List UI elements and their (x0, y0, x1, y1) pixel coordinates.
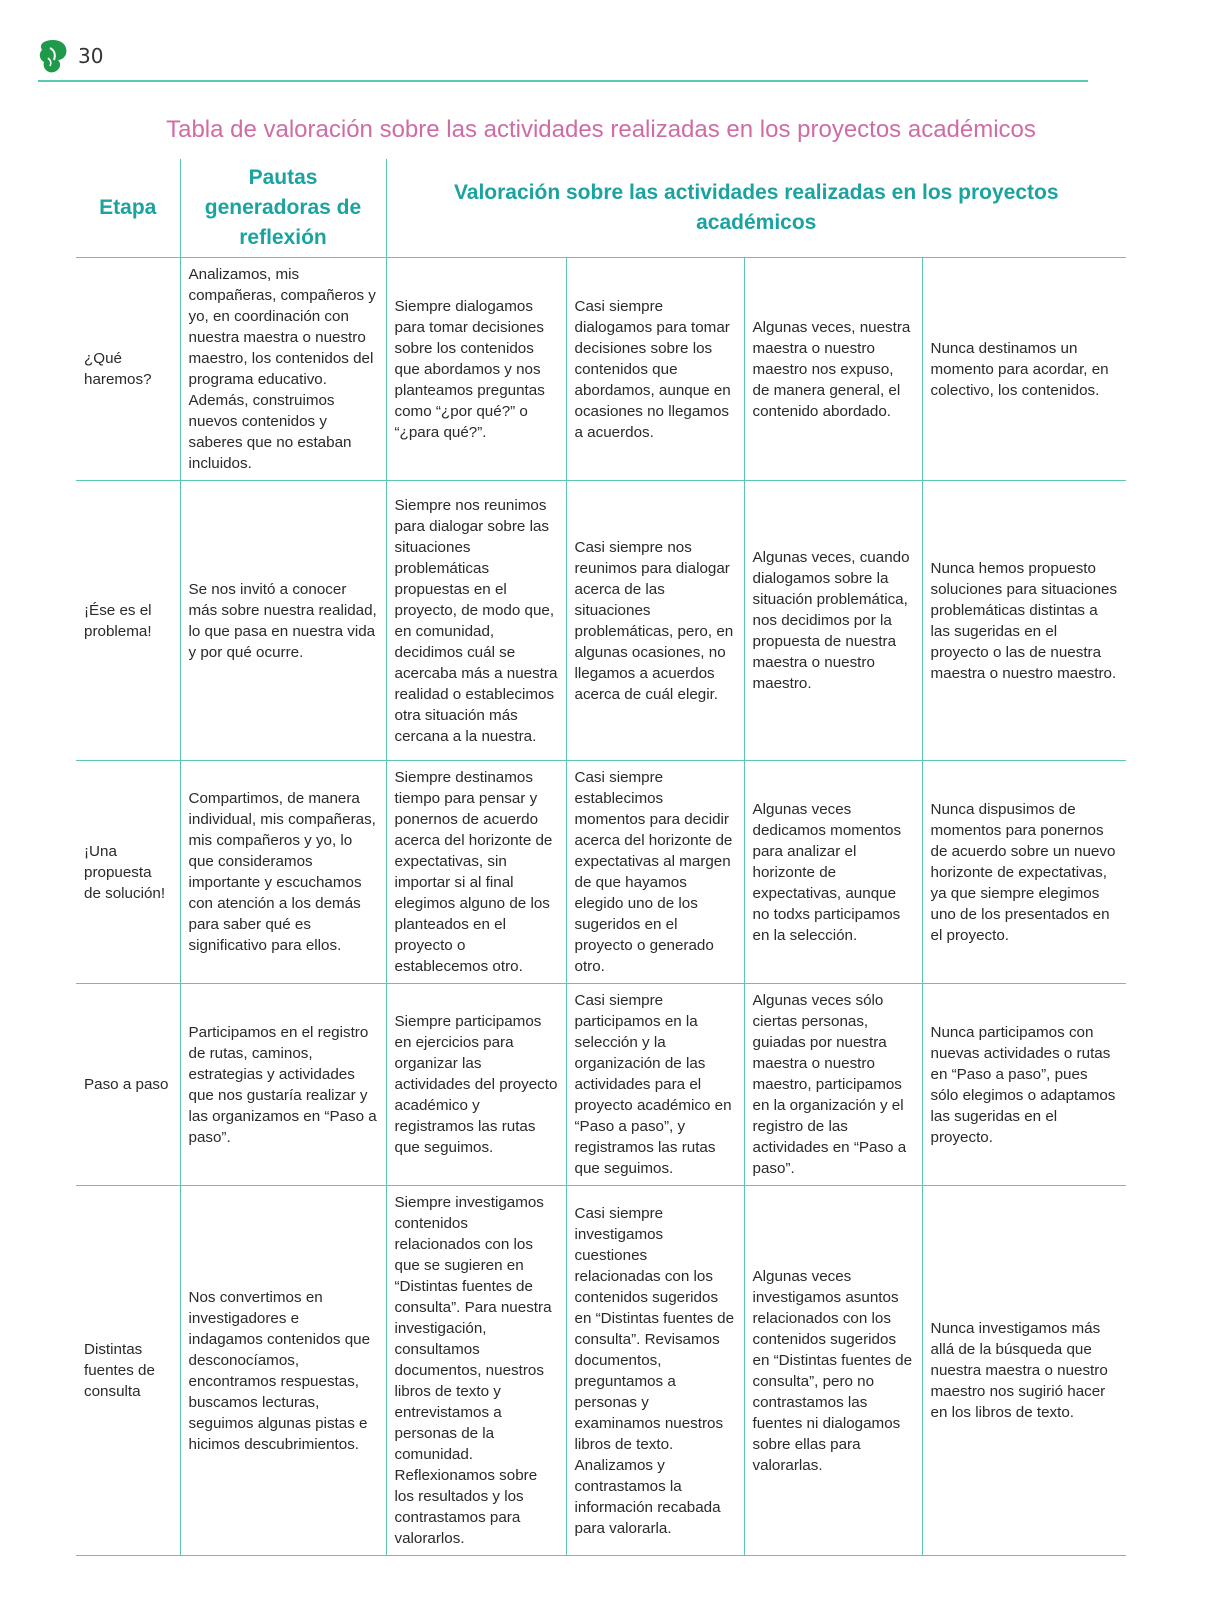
header-valuation: Valoración sobre las actividades realizadas en los proyectos académicos (386, 159, 1126, 258)
table-header-row (76, 159, 1126, 258)
value-almost-always-cell: Casi siempre nos reunimos para dialogar acerca de las situaciones problemáticas, pero, en algunas ocasiones, no llegamos a acuerdos acerca de cuál elegir. (566, 481, 744, 761)
value-sometimes-cell: Algunas veces sólo ciertas personas, guiadas por nuestra maestra o nuestro maestro, participamos en la organización y el registro de las actividades en “Paso a paso”. (744, 984, 922, 1186)
leaf-logo-icon (38, 38, 70, 74)
page-title: Tabla de valoración sobre las actividades realizadas en los proyectos académicos (166, 116, 1036, 143)
value-always-cell: Siempre destinamos tiempo para pensar y ponernos de acuerdo acerca del horizonte de expectativas, sin importar si al final elegimos alguno de los planteados en el proyecto o establecemos otro. (386, 761, 566, 984)
table-row (76, 1186, 1126, 1556)
guideline-cell: Analizamos, mis compañeras, compañeros y yo, en coordinación con nuestra maestra o nuestro maestro, los contenidos del programa educativo. Además, construimos nuevos contenidos y saberes que no estaban incluidos. (180, 258, 386, 481)
value-sometimes-cell: Algunas veces, cuando dialogamos sobre la situación problemática, nos decidimos por la propuesta de nuestra maestra o nuestro maestro. (744, 481, 922, 761)
value-always-cell: Siempre participamos en ejercicios para organizar las actividades del proyecto académico y registramos las rutas que seguimos. (386, 984, 566, 1186)
stage-cell: Paso a paso (76, 984, 180, 1186)
header-divider (38, 80, 1088, 82)
value-always-cell: Siempre nos reunimos para dialogar sobre las situaciones problemáticas propuestas en el proyecto, de modo que, en comunidad, decidimos cuál se acercaba más a nuestra realidad o establecimos otra situación más cercana a la nuestra. (386, 481, 566, 761)
stage-cell: ¡Ése es el problema! (76, 481, 180, 761)
value-sometimes-cell: Algunas veces dedicamos momentos para analizar el horizonte de expectativas, aunque no todxs participamos en la selección. (744, 761, 922, 984)
guideline-cell: Nos convertimos en investigadores e indagamos contenidos que desconocíamos, encontramos respuestas, buscamos lecturas, seguimos algunas pistas e hicimos descubrimientos. (180, 1186, 386, 1556)
value-never-cell: Nunca participamos con nuevas actividades o rutas en “Paso a paso”, pues sólo elegimos o adaptamos las sugeridas en el proyecto. (922, 984, 1126, 1186)
value-almost-always-cell: Casi siempre investigamos cuestiones relacionadas con los contenidos sugeridos en “Distintas fuentes de consulta”. Revisamos documentos, preguntamos a personas y examinamos nuestros libros de texto. Analizamos y contrastamos la información recabada para valorarla. (566, 1186, 744, 1556)
value-almost-always-cell: Casi siempre participamos en la selección y la organización de las actividades para el proyecto académico en “Paso a paso”, y registramos las rutas que seguimos. (566, 984, 744, 1186)
stage-cell: ¿Qué haremos? (76, 258, 180, 481)
value-almost-always-cell: Casi siempre establecimos momentos para decidir acerca del horizonte de expectativas al margen de que hayamos elegido uno de los sugeridos en el proyecto o generado otro. (566, 761, 744, 984)
valuation-table (76, 159, 1126, 1556)
value-never-cell: Nunca dispusimos de momentos para ponernos de acuerdo sobre un nuevo horizonte de expectativas, ya que siempre elegimos uno de los presentados en el proyecto. (922, 761, 1126, 984)
value-sometimes-cell: Algunas veces investigamos asuntos relacionados con los contenidos sugeridos en “Distintas fuentes de consulta”, pero no contrastamos las fuentes ni dialogamos sobre ellas para valorarlas. (744, 1186, 922, 1556)
value-never-cell: Nunca investigamos más allá de la búsqueda que nuestra maestra o nuestro maestro nos sugirió hacer en los libros de texto. (922, 1186, 1126, 1556)
value-sometimes-cell: Algunas veces, nuestra maestra o nuestro maestro nos expuso, de manera general, el contenido abordado. (744, 258, 922, 481)
header-guidelines: Pautas generadoras de reflexión (180, 159, 386, 258)
value-always-cell: Siempre investigamos contenidos relacionados con los que se sugieren en “Distintas fuentes de consulta”. Para nuestra investigación, consultamos documentos, nuestros libros de texto y entrevistamos a personas de la comunidad. Reflexionamos sobre los resultados y los contrastamos para valorarlos. (386, 1186, 566, 1556)
page-header (38, 38, 1088, 78)
value-never-cell: Nunca destinamos un momento para acordar, en colectivo, los contenidos. (922, 258, 1126, 481)
value-always-cell: Siempre dialogamos para tomar decisiones sobre los contenidos que abordamos y nos planteamos preguntas como “¿por qué?” o “¿para qué?”. (386, 258, 566, 481)
stage-cell: Distintas fuentes de consulta (76, 1186, 180, 1556)
header-stage: Etapa (76, 159, 180, 258)
stage-cell: ¡Una propuesta de solución! (76, 761, 180, 984)
table-row (76, 984, 1126, 1186)
value-never-cell: Nunca hemos propuesto soluciones para situaciones problemáticas distintas a las sugeridas en el proyecto o las de nuestra maestra o nuestro maestro. (922, 481, 1126, 761)
guideline-cell: Participamos en el registro de rutas, caminos, estrategias y actividades que nos gustaría realizar y las organizamos en “Paso a paso”. (180, 984, 386, 1186)
guideline-cell: Se nos invitó a conocer más sobre nuestra realidad, lo que pasa en nuestra vida y por qué ocurre. (180, 481, 386, 761)
table-row (76, 258, 1126, 481)
page-number: 30 (78, 44, 104, 68)
guideline-cell: Compartimos, de manera individual, mis compañeras, mis compañeros y yo, lo que consideramos importante y escuchamos con atención a los demás para saber qué es significativo para ellos. (180, 761, 386, 984)
table-row (76, 761, 1126, 984)
table-row (76, 481, 1126, 761)
value-almost-always-cell: Casi siempre dialogamos para tomar decisiones sobre los contenidos que abordamos, aunque en ocasiones no llegamos a acuerdos. (566, 258, 744, 481)
